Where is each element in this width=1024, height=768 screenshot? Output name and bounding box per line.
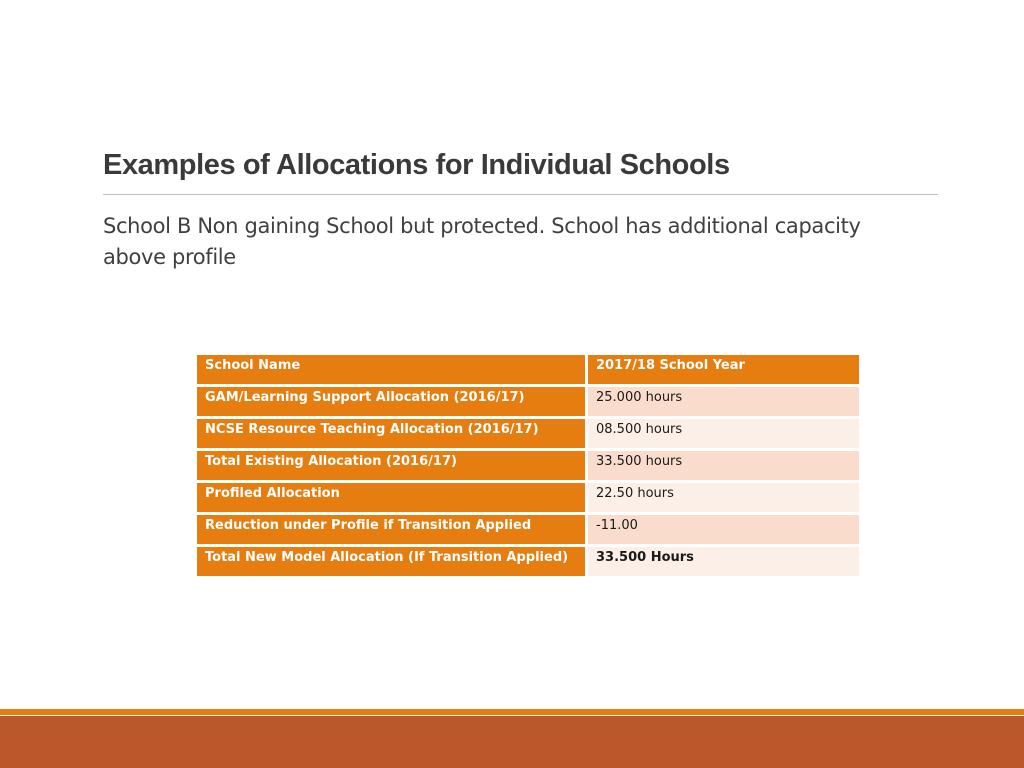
row-value: 25.000 hours [585,387,859,419]
row-value: 33.500 hours [585,451,859,483]
table-row [197,419,859,451]
table-row [197,387,859,419]
row-label: Total Existing Allocation (2016/17) [197,451,585,483]
header-school-name: School Name [197,355,585,387]
row-label: NCSE Resource Teaching Allocation (2016/17) [197,419,585,451]
row-label: GAM/Learning Support Allocation (2016/17) [197,387,585,419]
row-value: 22.50 hours [585,483,859,515]
table-row [197,451,859,483]
footer-band [0,716,1024,768]
footer-accent-line [0,709,1024,715]
row-value: -11.00 [585,515,859,547]
row-label: Total New Model Allocation (If Transition Applied) [197,547,585,579]
row-label: Profiled Allocation [197,483,585,515]
slide-title: Examples of Allocations for Individual Schools [103,149,730,181]
row-value: 08.500 hours [585,419,859,451]
allocation-table-container [197,355,859,579]
row-label: Reduction under Profile if Transition Applied [197,515,585,547]
row-value-total: 33.500 Hours [585,547,859,579]
allocation-table [197,355,859,579]
table-row [197,515,859,547]
table-row [197,547,859,579]
slide-subtitle: School B Non gaining School but protected. School has additional capacity above profile [103,214,861,269]
header-school-year: 2017/18 School Year [585,355,859,387]
table-row [197,483,859,515]
title-divider [103,194,938,195]
table-header-row [197,355,859,387]
